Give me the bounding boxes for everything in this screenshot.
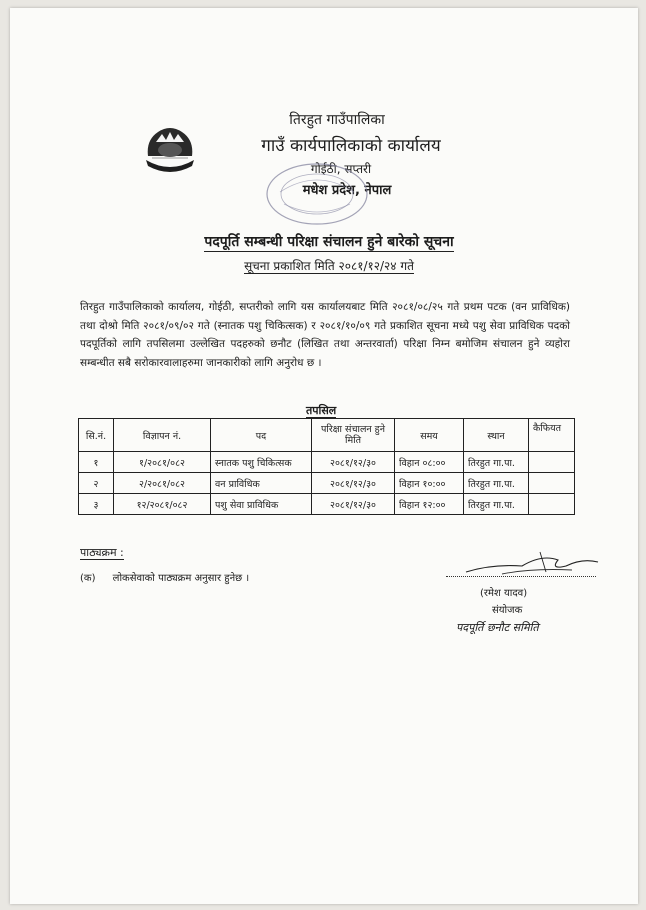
col-time-header: समय bbox=[395, 419, 464, 452]
cell-time: विहान १२:०० bbox=[395, 494, 464, 515]
cell-venue: तिरहुत गा.पा. bbox=[464, 452, 529, 473]
office-name: गाउँ कार्यपालिकाको कार्यालय bbox=[261, 136, 441, 156]
cell-venue: तिरहुत गा.पा. bbox=[464, 494, 529, 515]
office-seal-stamp bbox=[262, 158, 372, 230]
cell-serial: २ bbox=[79, 473, 114, 494]
cell-advert: २/२०८१/०८२ bbox=[114, 473, 211, 494]
notice-body: तिरहुत गाउँपालिकाको कार्यालय, गोईठी, सप्तरीको लागि यस कार्यालयबाट मिति २०८१/०८/२५ गते प्रथम पटक (वन प्राविधिक) तथा दोश्रो मिति २०८१/०९/०२ गते (स्नातक पशु चिकित्सक) र २०८१/१०/०९ गते प्रकाशित सूचना मध्ये पशु सेवा प्राविधिक पदको पदपूर्तिको लागि तपसिलमा उल्लेखित पदहरुको छनौट (लिखित तथा अन्तरवार्ता) परिक्षा निम्न बमोजिम संचालन हुने व्यहोरा सम्बन्धीत सबै सरोकारवालाहरुमा जानकारीको लागि अनुरोध छ । bbox=[80, 301, 570, 369]
exam-schedule-table bbox=[78, 418, 575, 515]
province-name: मधेश प्रदेश, नेपाल bbox=[302, 183, 392, 198]
table-row bbox=[79, 494, 575, 515]
table-row bbox=[79, 452, 575, 473]
col-exam-date-header: परिक्षा संचालन हुने मिति bbox=[312, 419, 395, 452]
cell-remarks bbox=[529, 473, 575, 494]
municipality-name: तिरहुत गाउँपालिका bbox=[289, 112, 385, 128]
cell-exam-date: २०८१/१२/३० bbox=[312, 452, 395, 473]
col-venue-header: स्थान bbox=[464, 419, 529, 452]
cell-post: पशु सेवा प्राविधिक bbox=[211, 494, 312, 515]
signer-committee: पदपूर्ति छनौट समिति bbox=[456, 621, 539, 634]
signer-role: संयोजक bbox=[492, 605, 523, 616]
cell-time: विहान ०८:०० bbox=[395, 452, 464, 473]
col-serial-header: सि.नं. bbox=[79, 419, 114, 452]
cell-exam-date: २०८१/१२/३० bbox=[312, 494, 395, 515]
curriculum-item bbox=[80, 570, 249, 584]
cell-serial: १ bbox=[79, 452, 114, 473]
col-post-header: पद bbox=[211, 419, 312, 452]
signer-name: (रमेश यादव) bbox=[480, 588, 528, 599]
cell-advert: १२/२०८१/०८२ bbox=[114, 494, 211, 515]
table-row bbox=[79, 473, 575, 494]
table-caption: तपसिल bbox=[306, 404, 337, 417]
cell-advert: १/२०८१/०८२ bbox=[114, 452, 211, 473]
curriculum-heading: पाठ्यक्रम : bbox=[80, 546, 124, 559]
notice-title: पदपूर्ति सम्बन्धी परिक्षा संचालन हुने बारेको सूचना bbox=[204, 234, 454, 250]
cell-remarks bbox=[529, 452, 575, 473]
curriculum-item-text: लोकसेवाको पाठ्यक्रम अनुसार हुनेछ । bbox=[112, 573, 250, 584]
cell-post: वन प्राविधिक bbox=[211, 473, 312, 494]
table-header-row bbox=[79, 419, 575, 452]
curriculum-item-key: (क) bbox=[80, 573, 96, 584]
signature-line bbox=[446, 576, 596, 577]
col-advert-header: विज्ञापन नं. bbox=[114, 419, 211, 452]
cell-serial: ३ bbox=[79, 494, 114, 515]
cell-remarks bbox=[529, 494, 575, 515]
cell-post: स्नातक पशु चिकित्सक bbox=[211, 452, 312, 473]
cell-exam-date: २०८१/१२/३० bbox=[312, 473, 395, 494]
cell-venue: तिरहुत गा.पा. bbox=[464, 473, 529, 494]
col-remarks-header: कैफियत bbox=[529, 419, 575, 452]
publish-date: सूचना प्रकाशित मिति २०८१/१२/२४ गते bbox=[244, 259, 414, 273]
office-location: गोईठी, सप्तरी bbox=[310, 162, 372, 176]
cell-time: विहान १०:०० bbox=[395, 473, 464, 494]
